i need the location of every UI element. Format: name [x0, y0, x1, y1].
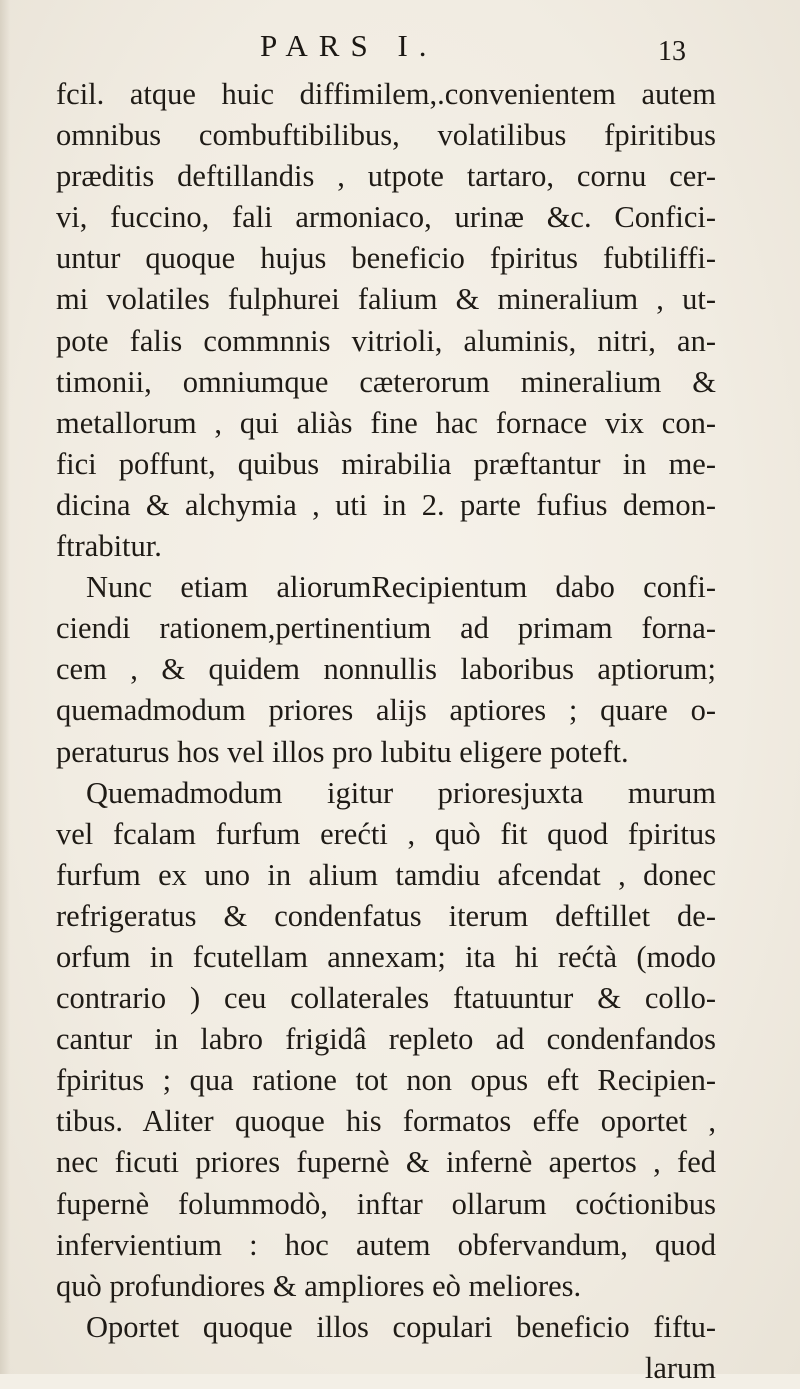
text-line: refrigeratus & condenfatus iterum deftillet de- — [56, 898, 716, 933]
text-line: infervientium : hoc autem obfervandum, quod — [56, 1227, 716, 1262]
text-line: furfum ex uno in alium tamdiu afcendat , donec — [56, 857, 716, 892]
page-number: 13 — [658, 36, 686, 67]
text-line: fpiritus ; qua ratione tot non opus eft Recipien- — [56, 1063, 716, 1098]
text-line: metallorum , qui aliàs fine hac fornace vix con- — [56, 405, 716, 440]
text-line: omnibus combuftibilibus, volatilibus fpiritibus — [56, 118, 716, 153]
text-line: cantur in labro frigidâ repleto ad condenfandos — [56, 1022, 716, 1057]
text-line: fupernè folummodò, inftar ollarum coćtionibus — [56, 1186, 716, 1221]
body-text — [56, 74, 716, 1389]
text-line: cem , & quidem nonnullis laboribus aptiorum; — [56, 652, 716, 687]
text-line: quò profundiores & ampliores eò meliores. — [56, 1268, 582, 1303]
text-line: pote falis commnnis vitrioli, aluminis, nitri, an- — [56, 323, 716, 358]
page-header — [0, 24, 800, 67]
text-line: tibus. Aliter quoque his formatos effe oportet , — [56, 1104, 716, 1139]
text-line: fcil. atque huic diffimilem,.convenientem autem — [56, 77, 716, 111]
running-head: PARS I. — [260, 28, 438, 63]
text-line: Quemadmodum igitur prioresjuxta murum — [86, 775, 716, 810]
text-line: ftrabitur. — [56, 529, 162, 564]
text-line: orfum in fcutellam annexam; ita hi rećtà (modo — [56, 939, 716, 974]
text-line: Nunc etiam aliorumRecipientum dabo confi- — [86, 570, 716, 605]
text-line: vel fcalam furfum erećti , quò fit quod fpiritus — [56, 816, 716, 851]
text-line: untur quoque hujus beneficio fpiritus fubtiliffi- — [56, 241, 716, 276]
text-line: ciendi rationem,pertinentium ad primam forna- — [56, 611, 716, 646]
text-line: fici poffunt, quibus mirabilia præftantur in me- — [56, 446, 716, 481]
text-line: contrario ) ceu collaterales ftatuuntur & collo- — [56, 981, 716, 1016]
gutter-shadow — [0, 0, 10, 1374]
text-line: vi, fuccino, fali armoniaco, urinæ &c. Confici- — [56, 200, 716, 235]
text-line: Oportet quoque illos copulari beneficio fiftu- — [86, 1309, 716, 1344]
text-line: dicina & alchymia , uti in 2. parte fufius demon- — [56, 487, 716, 522]
text-line: quemadmodum priores alijs aptiores ; quare o- — [56, 693, 716, 728]
catchword: larum — [644, 1350, 716, 1385]
text-line: nec ficuti priores fupernè & infernè apertos , fed — [56, 1145, 716, 1180]
text-line: peraturus hos vel illos pro lubitu eligere poteft. — [56, 734, 629, 769]
text-line: mi volatiles fulphurei falium & mineralium , ut- — [56, 282, 716, 317]
text-line: præditis deftillandis , utpote tartaro, cornu cer- — [56, 159, 716, 194]
text-line: timonii, omniumque cæterorum mineralium & — [56, 364, 716, 399]
